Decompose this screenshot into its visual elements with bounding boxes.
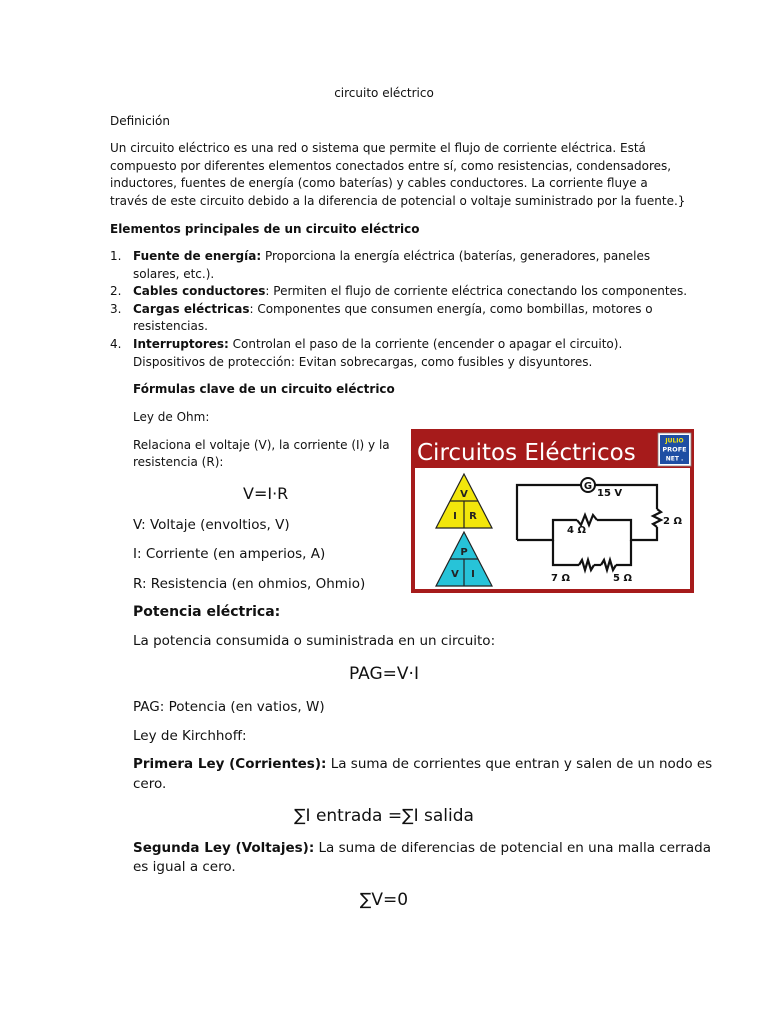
ohm-var-v: V: Voltaje (envoltios, V) bbox=[133, 517, 290, 533]
kirchhoff-title: Ley de Kirchhoff: bbox=[133, 728, 247, 744]
logo-line-3: NET . bbox=[665, 455, 684, 463]
list-number: 4. bbox=[110, 337, 122, 351]
list-term: Fuente de energía: bbox=[133, 249, 262, 263]
pvi-left-label: V bbox=[451, 569, 459, 580]
label-7ohm: 7 Ω bbox=[551, 573, 570, 584]
ohm-formula: V=I·R bbox=[243, 484, 289, 503]
label-15v: 15 V bbox=[597, 488, 623, 499]
list-number: 3. bbox=[110, 302, 122, 316]
list-number: 1. bbox=[110, 249, 122, 263]
list-item bbox=[133, 248, 650, 266]
pvi-right-label: I bbox=[471, 569, 475, 580]
second-law-formula: ∑V=0 bbox=[359, 890, 409, 910]
vir-top-label: V bbox=[460, 489, 468, 500]
list-item bbox=[133, 336, 622, 354]
power-heading: Potencia eléctrica: bbox=[133, 604, 281, 620]
circuit-figure bbox=[411, 429, 694, 593]
definition-line-3: inductores, fuentes de energía (como baterías) y cables conductores. La corriente fluye a bbox=[110, 176, 648, 190]
list-text: Controlan el paso de la corriente (encender o apagar el circuito). bbox=[228, 337, 623, 351]
list-item-continuation: resistencias. bbox=[133, 319, 208, 333]
vir-right-label: R bbox=[469, 511, 477, 522]
first-law-formula: ∑I entrada =∑I salida bbox=[294, 806, 474, 826]
list-term: Cables conductores bbox=[133, 284, 266, 298]
list-item-continuation: solares, etc.). bbox=[133, 267, 215, 281]
document-title: circuito eléctrico bbox=[334, 86, 434, 100]
list-item-continuation: Dispositivos de protección: Evitan sobrecargas, como fusibles y disyuntores. bbox=[133, 355, 593, 369]
logo-line-1: JULIO bbox=[665, 437, 684, 445]
second-law bbox=[133, 838, 711, 858]
pvi-top-label: P bbox=[460, 547, 468, 558]
power-formula: PAG=V·I bbox=[349, 664, 419, 684]
banner-title: Circuitos Eléctricos bbox=[417, 440, 636, 466]
julio-profe-logo bbox=[658, 433, 691, 466]
list-text: : Componentes que consumen energía, como bombillas, motores o bbox=[249, 302, 653, 316]
ohm-title: Ley de Ohm: bbox=[133, 410, 210, 424]
list-term: Interruptores: bbox=[133, 337, 229, 351]
ohm-var-i: I: Corriente (en amperios, A) bbox=[133, 546, 326, 562]
list-term: Cargas eléctricas bbox=[133, 302, 250, 316]
ohm-desc-line-1: Relaciona el voltaje (V), la corriente (I) y la bbox=[133, 438, 390, 452]
list-number: 2. bbox=[110, 284, 122, 298]
ohm-desc-line-2: resistencia (R): bbox=[133, 455, 224, 469]
label-5ohm: 5 Ω bbox=[613, 573, 632, 584]
list-item bbox=[133, 283, 687, 301]
first-law-term: Primera Ley (Corrientes): bbox=[133, 756, 327, 772]
second-law-continuation: es igual a cero. bbox=[133, 859, 236, 875]
power-var: PAG: Potencia (en vatios, W) bbox=[133, 699, 325, 715]
first-law-text: La suma de corrientes que entran y salen de un nodo es bbox=[326, 756, 713, 772]
list-text: : Permiten el flujo de corriente eléctrica conectando los componentes. bbox=[265, 284, 688, 298]
definition-line-2: compuesto por diferentes elementos conectados entre sí, como resistencias, condensadores, bbox=[110, 159, 672, 173]
list-text: Proporciona la energía eléctrica (baterías, generadores, paneles bbox=[261, 249, 651, 263]
label-4ohm: 4 Ω bbox=[567, 525, 586, 536]
power-desc: La potencia consumida o suministrada en un circuito: bbox=[133, 633, 496, 649]
label-2ohm: 2 Ω bbox=[663, 516, 682, 527]
list-item bbox=[133, 301, 653, 319]
second-law-term: Segunda Ley (Voltajes): bbox=[133, 840, 315, 856]
definition-line-1: Un circuito eléctrico es una red o sistema que permite el flujo de corriente eléctrica. Está bbox=[110, 141, 646, 155]
formulas-heading: Fórmulas clave de un circuito eléctrico bbox=[133, 382, 395, 396]
ohm-var-r: R: Resistencia (en ohmios, Ohmio) bbox=[133, 576, 366, 592]
definition-line-4: través de este circuito debido a la diferencia de potencial o voltaje suministrado por la fuente.} bbox=[110, 194, 686, 208]
vir-left-label: I bbox=[453, 511, 457, 522]
definition-heading: Definición bbox=[110, 114, 170, 128]
first-law-continuation: cero. bbox=[133, 776, 167, 792]
first-law bbox=[133, 754, 712, 774]
logo-line-2: PROFE bbox=[662, 445, 687, 454]
elements-heading: Elementos principales de un circuito eléctrico bbox=[110, 222, 420, 236]
galvanometer-label: G bbox=[583, 481, 593, 492]
second-law-text: La suma de diferencias de potencial en una malla cerrada bbox=[314, 840, 712, 856]
